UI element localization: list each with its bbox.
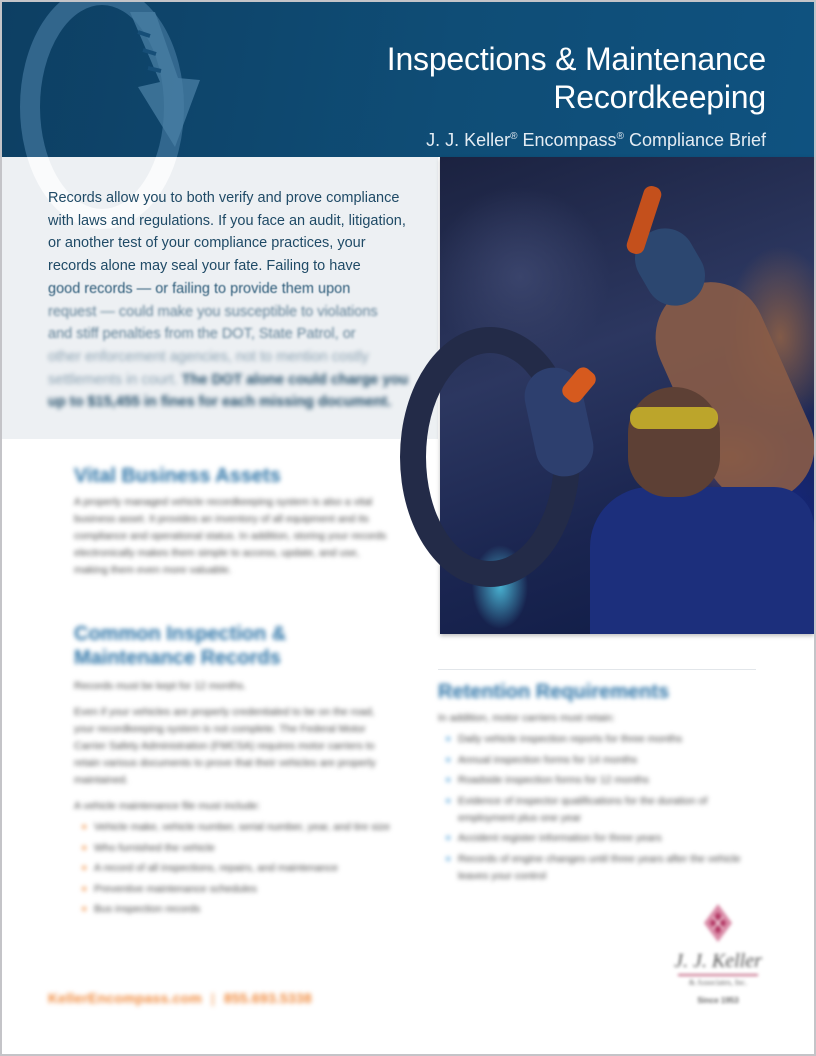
list-item: ■ Bus inspection records [82, 901, 396, 918]
subtitle-product: Encompass [517, 130, 617, 150]
intro-line: other enforcement agencies, not to mention costly [48, 348, 369, 365]
intro-line: records alone may seal your fate. Failing to have [48, 258, 361, 275]
maintenance-file-list [74, 819, 396, 918]
safety-glasses-shape [630, 407, 718, 429]
intro-emphasis: up to $15,455 in fines for each missing document. [48, 394, 392, 411]
section-body: A properly managed vehicle recordkeeping system is also a vital business asset. It provides an inventory of all equipment and its compliance and operational status. In addition, storing your records electronically makes them simple to access, update, and use, making them even more valuable. [74, 496, 387, 576]
list-item: ■ Roadside inspection forms for 12 months [446, 772, 758, 789]
intro-line: good records — or failing to provide them upon [48, 280, 351, 297]
intro-line: or another test of your compliance practices, your [48, 235, 366, 252]
section-common-records [74, 622, 396, 922]
phone-number[interactable]: 855.693.5338 [223, 990, 312, 1006]
logo-associates: & Associates, Inc. [688, 978, 748, 987]
page-subtitle [426, 126, 766, 151]
intro-paragraph [48, 187, 420, 414]
registered-mark: ® [616, 131, 624, 142]
intro-line: with laws and regulations. If you face an audit, litigation, [48, 212, 406, 229]
intro-emphasis: The DOT alone could charge you [181, 371, 409, 388]
logo-brand: J. J. Keller [674, 950, 762, 972]
section-heading: Vital Business Assets [74, 465, 281, 487]
list-item: ■ Accident register information for three years [446, 830, 758, 847]
intro-line [48, 391, 420, 414]
face-shape [628, 387, 720, 497]
list-item: ■ Preventive maintenance schedules [82, 881, 396, 898]
title-line-2: Recordkeeping [553, 79, 766, 115]
website-link[interactable]: KellerEncompass.com [48, 990, 202, 1006]
list-item: ■ Daily vehicle inspection reports for three months [446, 731, 758, 748]
intro-line [48, 369, 420, 392]
subtitle-doc-type: Compliance Brief [623, 130, 766, 150]
document-page [2, 2, 814, 1054]
list-item: ■ Who furnished the vehicle [82, 840, 396, 857]
list-intro: A vehicle maintenance file must include: [74, 800, 261, 812]
intro-panel [2, 157, 438, 439]
list-item: ■ Vehicle make, vehicle number, serial number, year, and tire size [82, 819, 396, 836]
section-retention [438, 670, 758, 888]
heading-line: Common Inspection & [74, 623, 287, 645]
header-banner [2, 2, 814, 157]
registered-mark: ® [510, 131, 518, 142]
jj-keller-diamond-logo [704, 904, 732, 942]
retention-list [438, 731, 758, 885]
intro-line: and stiff penalties from the DOT, State Patrol, or [48, 326, 356, 343]
circular-arrow-icon [10, 2, 220, 157]
section-heading: Retention Requirements [438, 681, 670, 703]
page-title [266, 40, 766, 116]
logo-since: Since 1953 [697, 996, 739, 1005]
footer-contact [48, 990, 312, 1006]
logo-rule [678, 974, 758, 976]
title-line-1: Inspections & Maintenance [386, 41, 766, 77]
section-body: Even if your vehicles are properly credentialed to be on the road, your recordkeeping system is not complete. The Federal Motor Carrier Safety Administration (FMCSA) requires motor carriers to retain various documents to prove that their vehicles are properly maintained. [74, 706, 376, 786]
list-item: ■ Records of engine changes until three years after the vehicle leaves your control [446, 851, 758, 885]
separator: | [210, 990, 215, 1006]
intro-line: Records allow you to both verify and prove compliance [48, 190, 400, 206]
section-lead: Records must be kept for 12 months. [74, 680, 247, 692]
intro-line: request — could make you susceptible to violations [48, 303, 378, 320]
jj-keller-logo [668, 898, 768, 1018]
section-vital-assets [74, 464, 396, 579]
mechanic-photo [440, 157, 814, 634]
heading-line: Maintenance Records [74, 647, 281, 669]
intro-text-end: settlements in court. [48, 371, 178, 388]
list-item: ■ A record of all inspections, repairs, and maintenance [82, 860, 396, 877]
list-item: ■ Annual inspection forms for 14 months [446, 752, 758, 769]
section-lead: In addition, motor carriers must retain: [438, 712, 615, 724]
section-heading [74, 622, 396, 670]
list-item: ■ Evidence of inspector qualifications for the duration of employment plus one year [446, 793, 758, 827]
subtitle-brand: J. J. Keller [426, 130, 511, 150]
shirt-shape [590, 487, 814, 634]
